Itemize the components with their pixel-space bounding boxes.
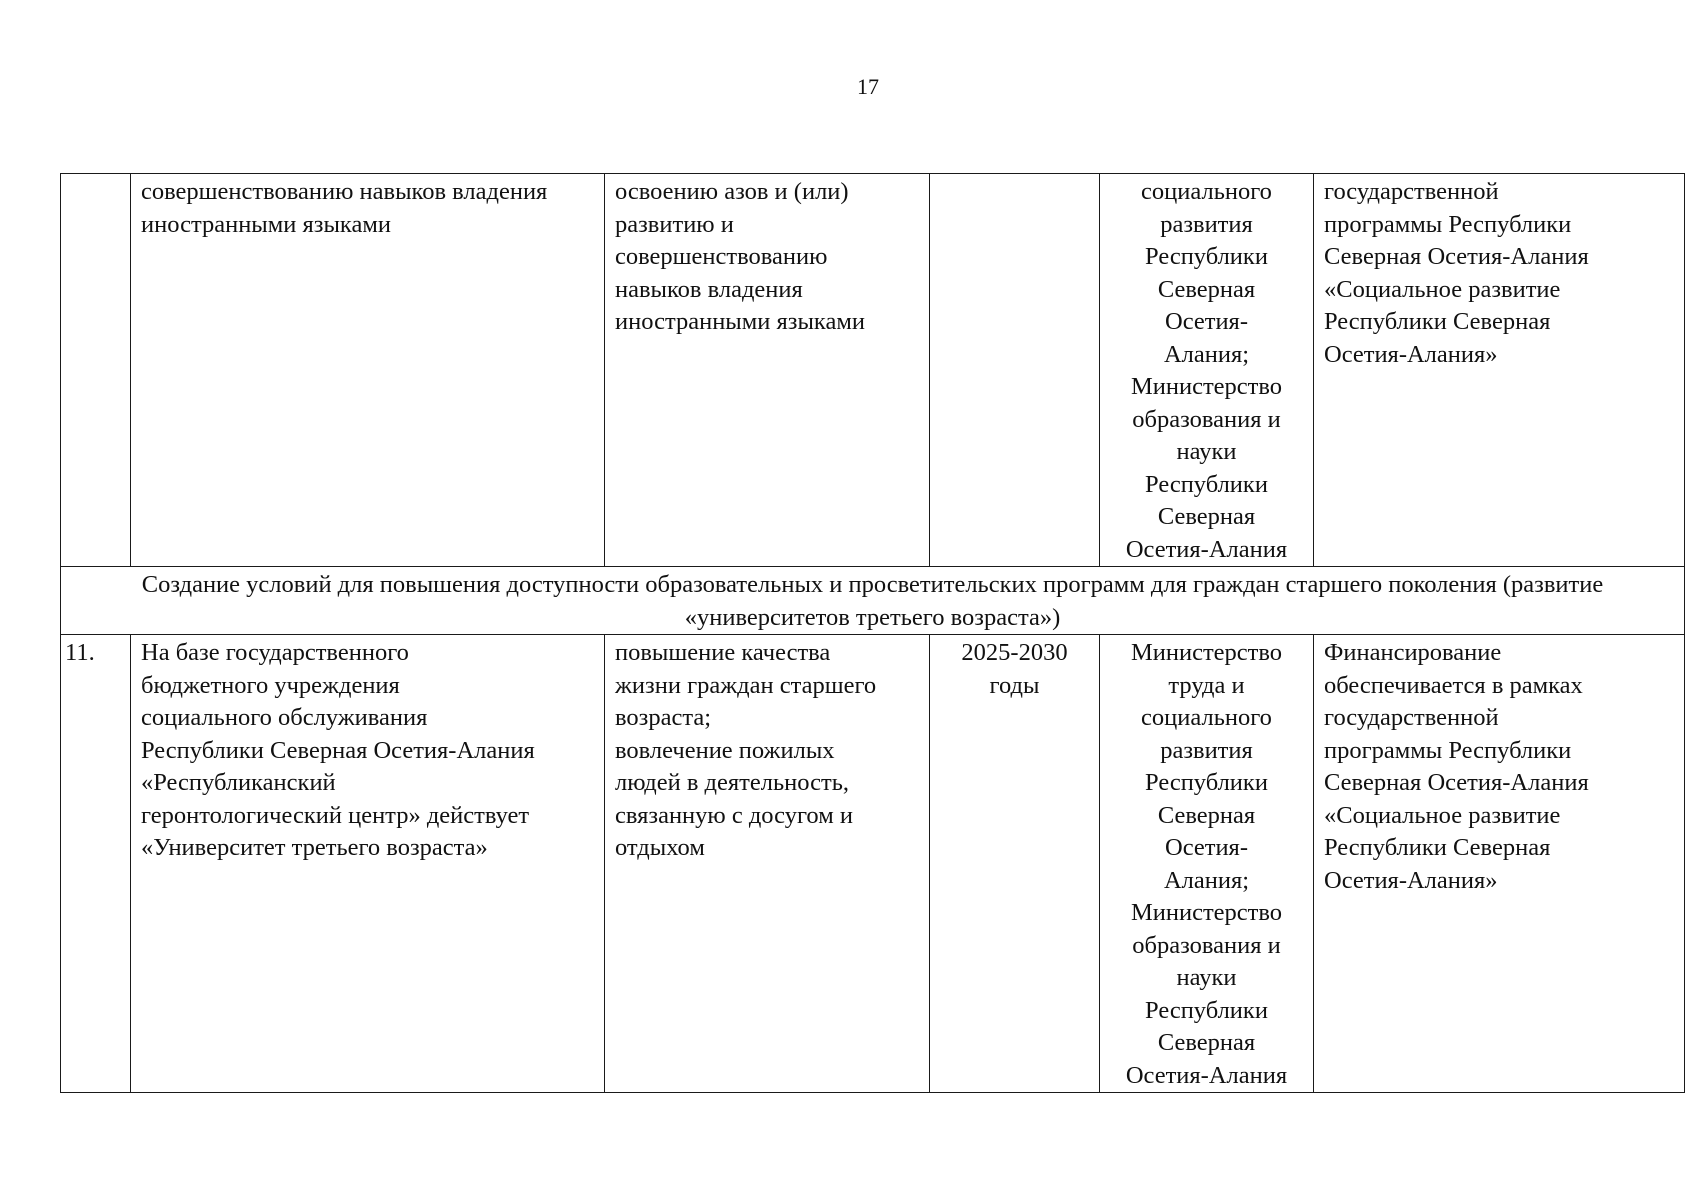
result-cell: повышение качества жизни граждан старшего возраста; вовлечение пожилых людей в деятельность, связанную с досугом и отдыхом <box>605 635 930 1093</box>
event-cell: совершенствованию навыков владения иностранными языками <box>131 174 605 567</box>
measures-table <box>60 173 1685 1093</box>
period-cell: 2025-2030 годы <box>930 635 1100 1093</box>
executor-cell: Министерство труда и социального развития Республики Северная Осетия- Алания; Министерство образования и науки Республики Северная Осетия-Алания <box>1100 635 1314 1093</box>
row-number-cell <box>61 174 131 567</box>
period-cell <box>930 174 1100 567</box>
section-heading-row <box>61 567 1685 635</box>
funding-cell: Финансирование обеспечивается в рамках государственной программы Республики Северная Осетия-Алания «Социальное развитие Республики Северная Осетия-Алания» <box>1314 635 1685 1093</box>
event-cell: На базе государственного бюджетного учреждения социального обслуживания Республики Северная Осетия-Алания «Республиканский геронтологический центр» действует «Университет третьего возраста» <box>131 635 605 1093</box>
row-number-cell: 11. <box>61 635 131 1093</box>
result-cell: освоению азов и (или) развитию и совершенствованию навыков владения иностранными языками <box>605 174 930 567</box>
executor-cell: социального развития Республики Северная Осетия- Алания; Министерство образования и науки Республики Северная Осетия-Алания <box>1100 174 1314 567</box>
table-row <box>61 174 1685 567</box>
section-heading: Создание условий для повышения доступности образовательных и просветительских программ для граждан старшего поколения (развитие «университетов третьего возраста») <box>61 567 1685 635</box>
table-row <box>61 635 1685 1093</box>
page-number: 17 <box>857 74 879 99</box>
funding-cell: государственной программы Республики Северная Осетия-Алания «Социальное развитие Республики Северная Осетия-Алания» <box>1314 174 1685 567</box>
